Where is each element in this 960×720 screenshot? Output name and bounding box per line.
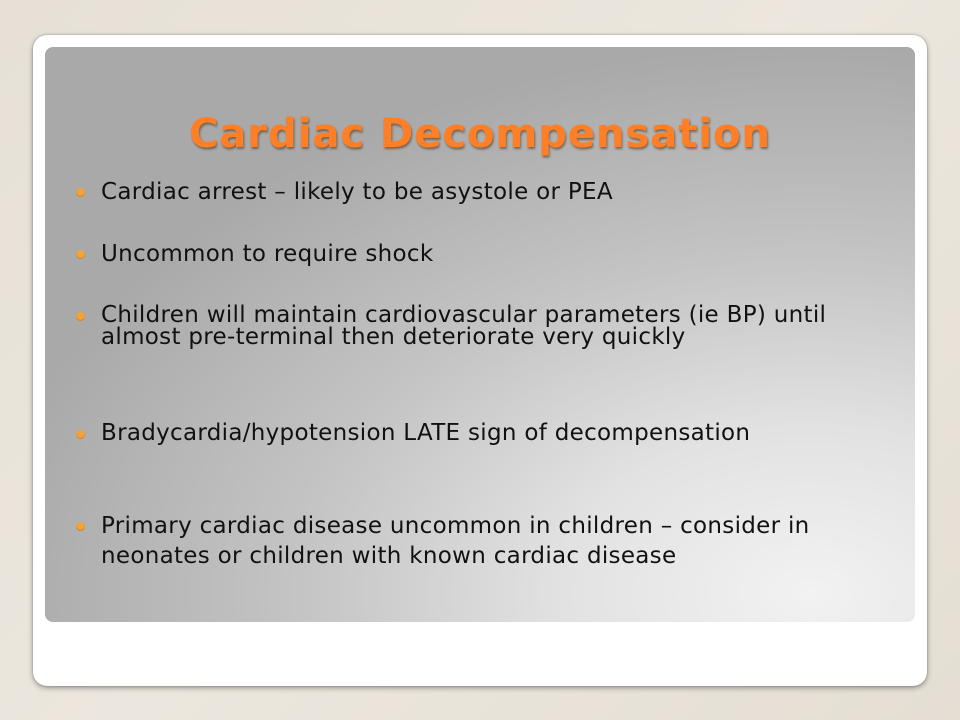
slide-title: Cardiac Decompensation <box>188 111 772 157</box>
bullet-marker-icon <box>76 430 85 439</box>
bullet-text: Uncommon to require shock <box>101 241 434 267</box>
bullet-marker-icon <box>76 250 85 259</box>
bullet-text: Children will maintain cardiovascular parameters (ie BP) until almost pre-terminal then deteriorate very quickly <box>101 302 827 350</box>
bullet-marker-icon <box>76 188 85 197</box>
bullet-marker-icon <box>76 312 85 321</box>
slide-panel <box>45 47 915 622</box>
bullet-text: Bradycardia/hypotension LATE sign of decompensation <box>101 420 751 446</box>
bullet-text: Cardiac arrest – likely to be asystole or PEA <box>101 179 613 205</box>
bullet-text: Primary cardiac disease uncommon in children – consider in neonates or children with known cardiac disease <box>101 513 810 569</box>
bullet-marker-icon <box>76 522 85 531</box>
